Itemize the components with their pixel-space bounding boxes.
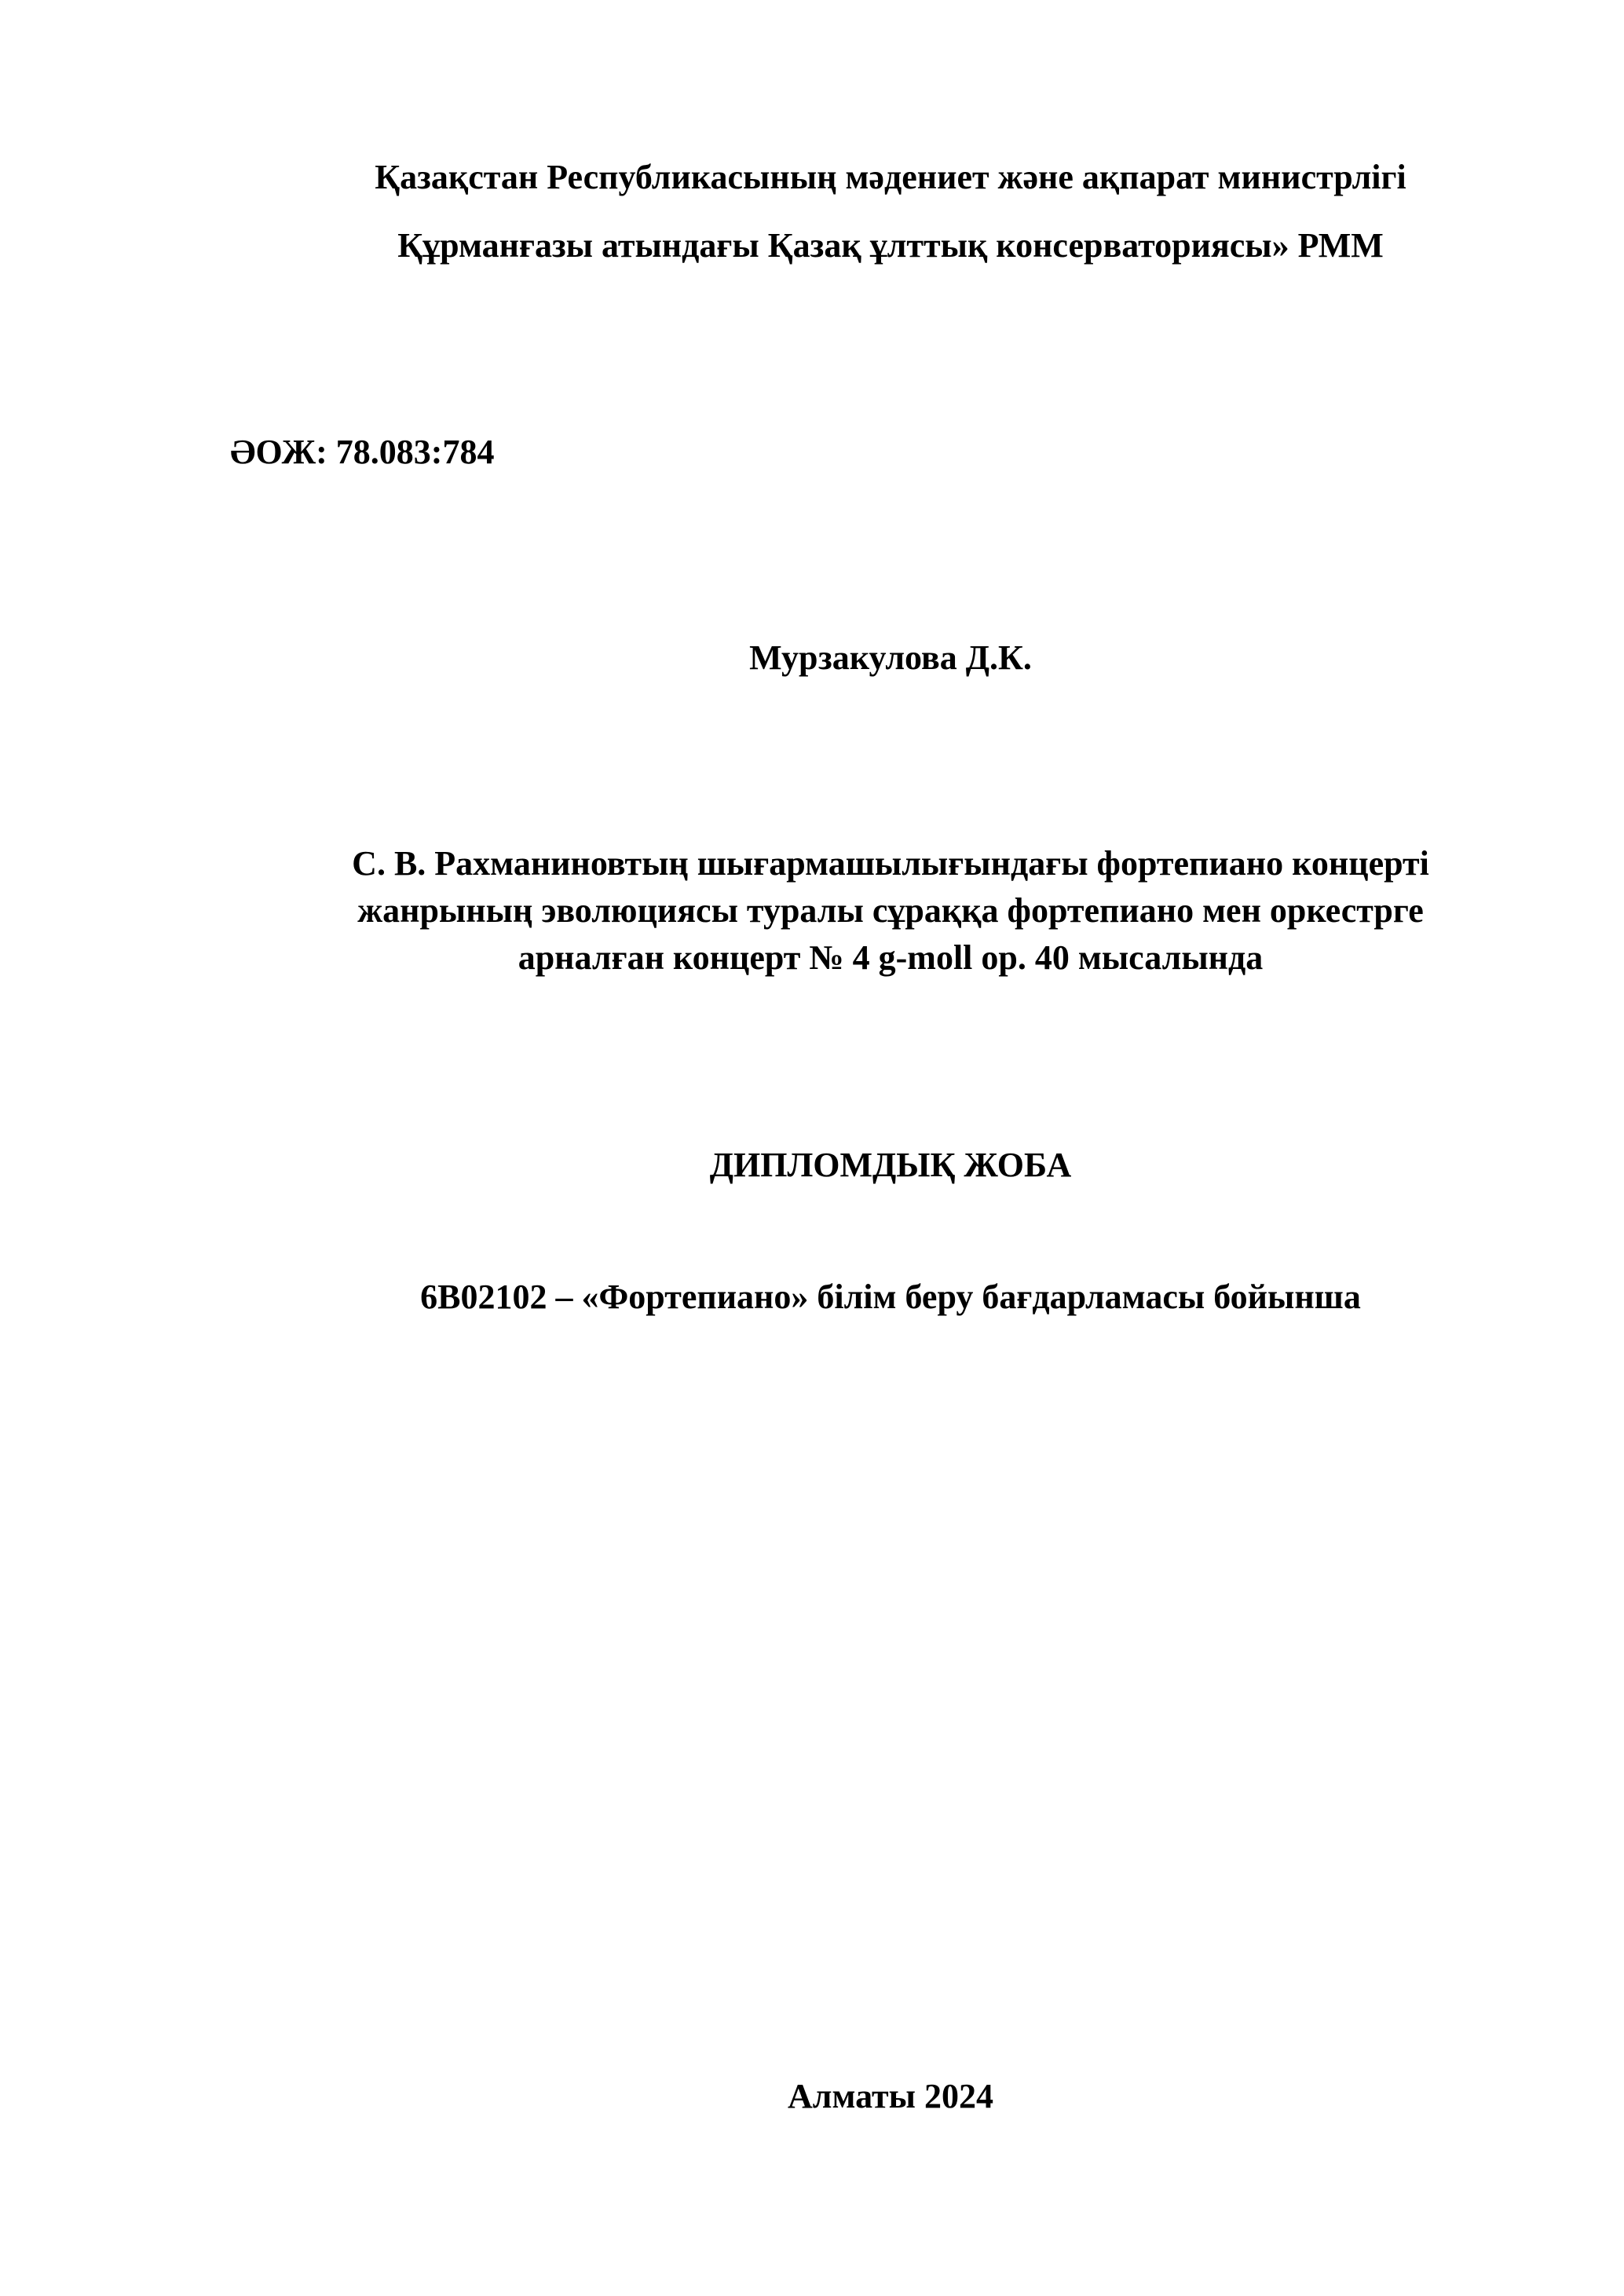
thesis-title-line: арналған концерт № 4 g-moll op. 40 мысалында: [518, 938, 1264, 977]
thesis-title: [0, 840, 1624, 982]
author-name: Мурзакулова Д.К.: [749, 638, 1032, 677]
thesis-title-line: С. В. Рахманиновтың шығармашылығындағы фортепиано концерті: [352, 844, 1429, 883]
programme-line: 6В02102 – «Фортепиано» білім беру бағдарламасы бойынша: [420, 1278, 1361, 1316]
place-and-year: Алматы 2024: [788, 2077, 993, 2115]
udc-code: ӘОЖ: 78.083:784: [230, 433, 495, 471]
document-type: ДИПЛОМДЫҚ ЖОБА: [709, 1146, 1072, 1184]
ministry-heading: Қазақстан Республикасының мәдениет және ақпарат министрлігі: [375, 158, 1406, 196]
conservatory-heading: Құрманғазы атындағы Қазақ ұлттық консерваториясы» РММ: [397, 226, 1384, 265]
thesis-title-line: жанрының эволюциясы туралы сұраққа фортепиано мен оркестрге: [357, 891, 1424, 930]
